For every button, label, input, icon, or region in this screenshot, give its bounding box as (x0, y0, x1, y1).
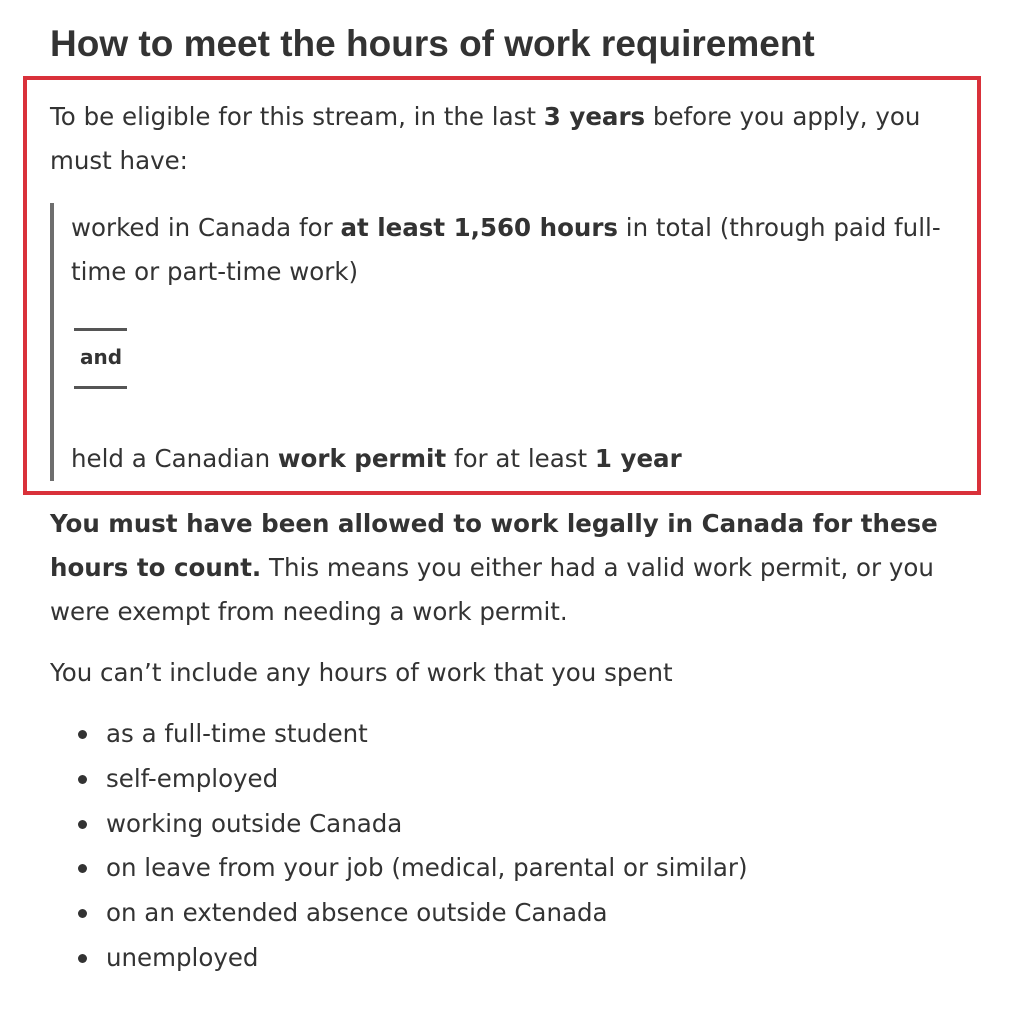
bullet-icon (78, 820, 87, 829)
list-item (70, 891, 748, 936)
intro-text-2: before you apply, you must have: (50, 102, 921, 175)
list-item-text: as a full-time student (106, 719, 368, 748)
list-item-text: self-employed (106, 763, 279, 793)
intro-bold-years: 3 years (543, 102, 646, 131)
intro-text-1: To be eligible for this stream, in the last (50, 102, 544, 131)
requirements-callout (50, 203, 979, 481)
bullet-icon (78, 864, 87, 873)
exclusions-list (70, 712, 748, 981)
requirement-hours-text-2: in total (through paid full-time or part-time work) (71, 213, 941, 286)
and-divider-bottom (74, 386, 127, 389)
requirement-permit-bold-2: 1 year (594, 444, 682, 473)
page-title: How to meet the hours of work requirement (50, 23, 815, 64)
list-item-text: unemployed (106, 942, 259, 972)
requirement-hours-text-1: worked in Canada for (71, 213, 341, 242)
intro-paragraph (50, 95, 975, 183)
requirement-permit-text-1: held a Canadian (71, 444, 278, 473)
list-item (70, 936, 748, 981)
requirement-permit-bold-1: work permit (277, 444, 447, 473)
requirement-permit (71, 437, 976, 481)
list-item (70, 846, 748, 891)
legal-note (50, 502, 985, 634)
bullet-icon (78, 775, 87, 784)
requirement-hours-bold: at least 1,560 hours (340, 213, 619, 242)
list-item-text: on leave from your job (medical, parental or similar) (106, 853, 748, 883)
bullet-icon (78, 954, 87, 963)
list-item (70, 802, 748, 847)
and-label: and (80, 345, 123, 369)
and-divider-top (74, 328, 127, 331)
list-item (70, 712, 748, 757)
list-item-text: working outside Canada (106, 808, 403, 838)
legal-note-bold: You must have been allowed to work legally in Canada for these hours to count. (50, 509, 938, 582)
legal-note-text: This means you either had a valid work permit, or you were exempt from needing a work permit. (50, 553, 934, 626)
requirement-permit-text-2: for at least (446, 444, 595, 473)
list-item (70, 757, 748, 802)
exclusions-intro: You can’t include any hours of work that you spent (50, 658, 673, 687)
bullet-icon (78, 909, 87, 918)
requirement-hours (71, 206, 976, 294)
list-item-text: on an extended absence outside Canada (106, 898, 608, 928)
bullet-icon (78, 730, 87, 739)
